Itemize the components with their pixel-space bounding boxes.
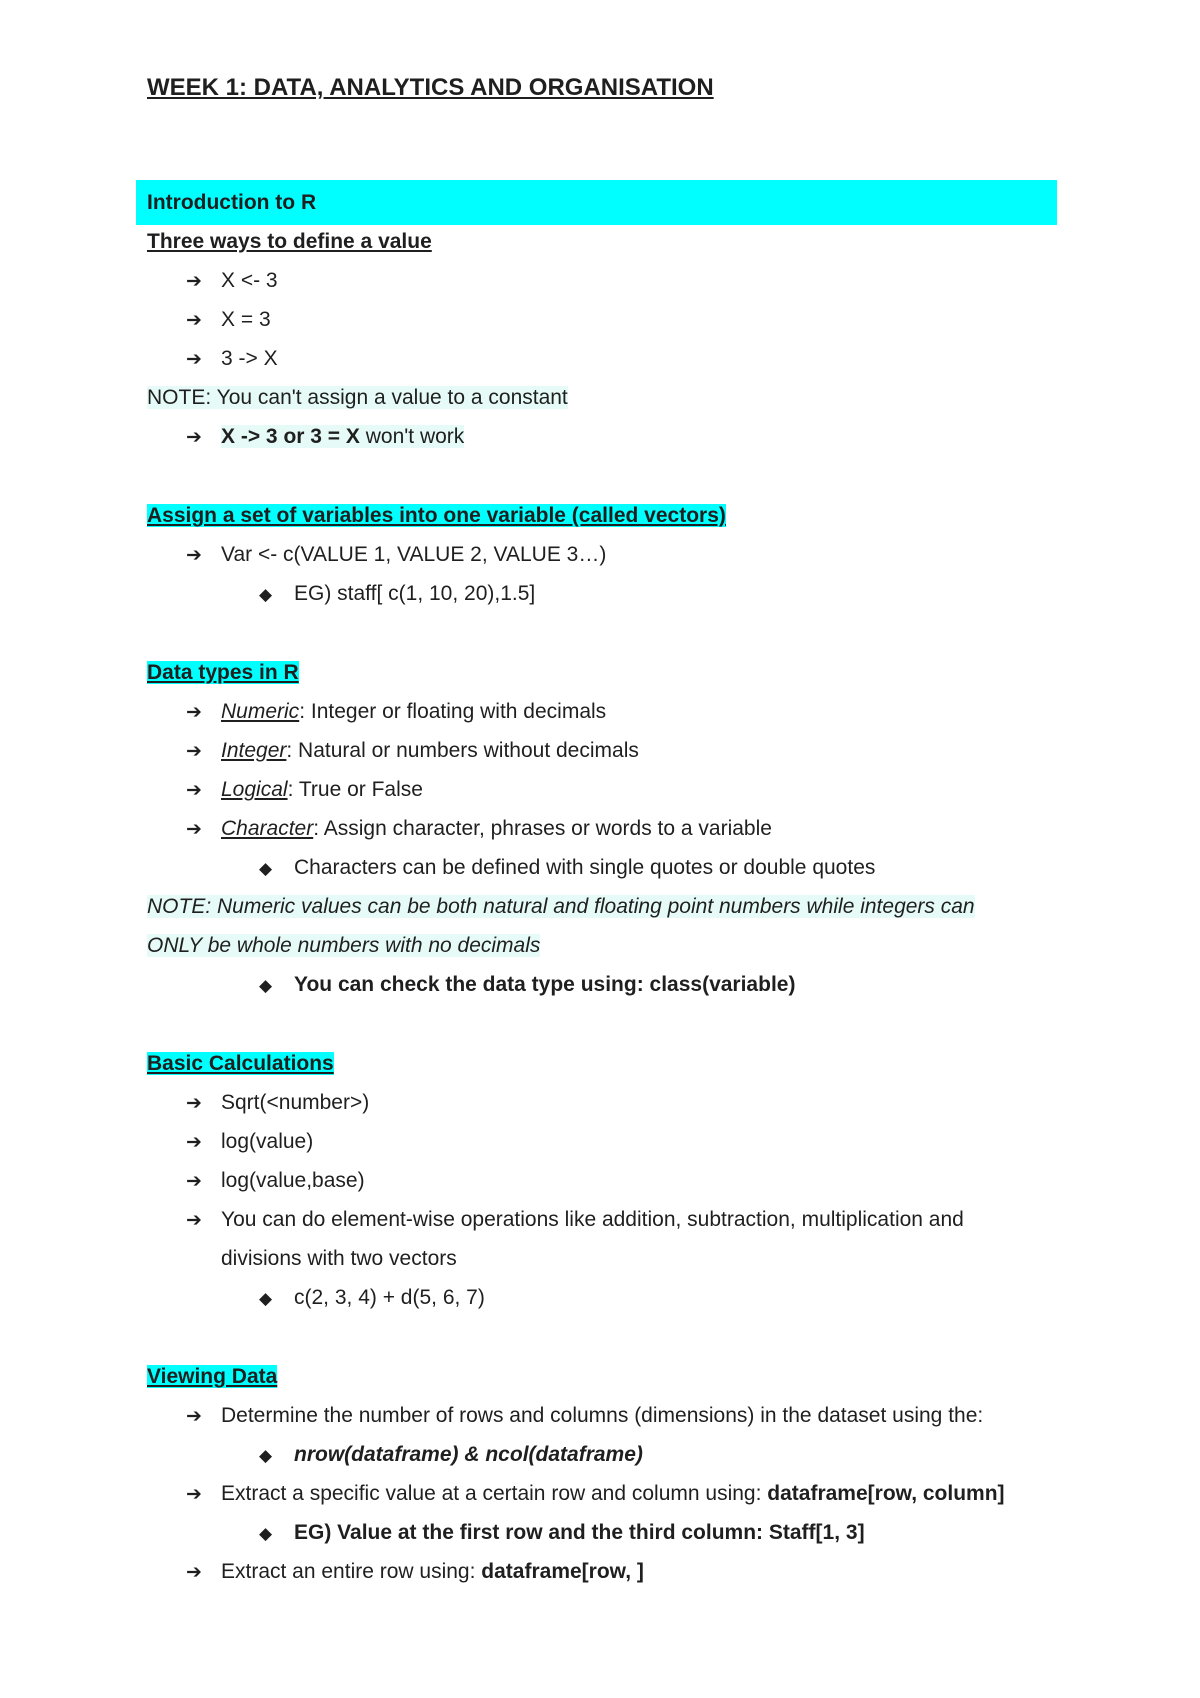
arrow-icon: ➔ xyxy=(186,349,202,370)
list-item xyxy=(186,1552,644,1592)
datatypes-note-line1 xyxy=(147,887,975,926)
arrow-icon: ➔ xyxy=(186,1210,202,1231)
list-item xyxy=(186,300,271,340)
list-item xyxy=(186,1122,313,1162)
datatype-desc: : Natural or numbers without decimals xyxy=(286,739,639,762)
list-item-text: divisions with two vectors xyxy=(221,1247,457,1270)
list-item-text: 3 -> X xyxy=(221,347,278,370)
list-item-text: Sqrt(<number>) xyxy=(221,1091,370,1114)
list-item-text: You can do element-wise operations like addition, subtraction, multiplication and xyxy=(221,1208,964,1231)
sub-list-item-text: You can check the data type using: class(variable) xyxy=(294,973,796,996)
arrow-icon: ➔ xyxy=(186,545,202,566)
sub-list-item xyxy=(259,1435,643,1475)
list-item xyxy=(186,1083,369,1123)
intro-note-text: NOTE: You can't assign a value to a constant xyxy=(147,386,568,409)
vectors-heading xyxy=(147,496,726,535)
diamond-icon: ◆ xyxy=(259,585,273,604)
list-item-continuation xyxy=(221,1239,457,1278)
list-item-text: Extract an entire row using: xyxy=(221,1560,482,1583)
list-item xyxy=(186,692,606,732)
datatype-term: Character xyxy=(221,817,314,840)
list-item-text: Determine the number of rows and columns (dimensions) in the dataset using the: xyxy=(221,1404,984,1427)
list-item xyxy=(186,1396,983,1436)
sub-list-item xyxy=(259,1278,485,1318)
arrow-icon: ➔ xyxy=(186,780,202,801)
sub-list-item xyxy=(259,965,795,1005)
list-item-text: log(value) xyxy=(221,1130,314,1153)
viewing-heading-text: Viewing Data xyxy=(147,1365,278,1388)
list-item xyxy=(186,731,639,771)
arrow-icon: ➔ xyxy=(186,1406,202,1427)
datatypes-note-text: ONLY be whole numbers with no decimals xyxy=(147,934,541,957)
sub-list-item-text: nrow(dataframe) & ncol(dataframe) xyxy=(294,1443,643,1466)
arrow-icon: ➔ xyxy=(186,427,202,448)
list-item xyxy=(186,1474,1005,1514)
datatype-desc: : True or False xyxy=(287,778,423,801)
datatype-term: Numeric xyxy=(221,700,300,723)
datatypes-heading-text: Data types in R xyxy=(147,661,299,684)
list-item-code: dataframe[row, ] xyxy=(481,1560,644,1583)
datatypes-note-text: NOTE: Numeric values can be both natural and floating point numbers while integers can xyxy=(147,895,975,918)
arrow-icon: ➔ xyxy=(186,741,202,762)
diamond-icon: ◆ xyxy=(259,1289,273,1308)
datatype-term: Logical xyxy=(221,778,288,801)
calculations-heading-text: Basic Calculations xyxy=(147,1052,334,1075)
intro-subheading-text: Three ways to define a value xyxy=(147,230,432,253)
list-item-text: Extract a specific value at a certain row and column using: xyxy=(221,1482,768,1505)
arrow-icon: ➔ xyxy=(186,1093,202,1114)
diamond-icon: ◆ xyxy=(259,859,273,878)
intro-heading: Introduction to R xyxy=(147,191,317,214)
diamond-icon: ◆ xyxy=(259,1446,273,1465)
sub-list-item xyxy=(259,574,535,614)
calculations-heading xyxy=(147,1044,334,1083)
datatype-desc: : Integer or floating with decimals xyxy=(299,700,607,723)
list-item-code: dataframe[row, column] xyxy=(767,1482,1005,1505)
viewing-heading xyxy=(147,1357,277,1396)
sub-list-item-text: EG) Value at the first row and the third column: Staff[1, 3] xyxy=(294,1521,865,1544)
arrow-icon: ➔ xyxy=(186,1171,202,1192)
list-item xyxy=(186,261,278,301)
arrow-icon: ➔ xyxy=(186,1484,202,1505)
datatypes-heading xyxy=(147,653,299,692)
list-item-text: X <- 3 xyxy=(221,269,278,292)
list-item xyxy=(186,809,772,849)
diamond-icon: ◆ xyxy=(259,1524,273,1543)
intro-note xyxy=(147,378,568,417)
arrow-icon: ➔ xyxy=(186,819,202,840)
sub-list-item-text: EG) staff[ c(1, 10, 20),1.5] xyxy=(294,582,536,605)
datatypes-note-line2 xyxy=(147,926,540,965)
arrow-icon: ➔ xyxy=(186,271,202,292)
datatype-term: Integer xyxy=(221,739,287,762)
arrow-icon: ➔ xyxy=(186,310,202,331)
list-item xyxy=(186,417,464,457)
sub-list-item-text: c(2, 3, 4) + d(5, 6, 7) xyxy=(294,1286,485,1309)
note-rest: won't work xyxy=(359,425,465,448)
list-item xyxy=(186,1200,964,1240)
list-item xyxy=(186,770,423,810)
sub-list-item xyxy=(259,1513,865,1553)
note-code: X -> 3 or 3 = X xyxy=(221,425,360,448)
arrow-icon: ➔ xyxy=(186,1132,202,1153)
diamond-icon: ◆ xyxy=(259,976,273,995)
list-item-text: X = 3 xyxy=(221,308,271,331)
arrow-icon: ➔ xyxy=(186,1562,202,1583)
list-item-text: Var <- c(VALUE 1, VALUE 2, VALUE 3…) xyxy=(221,543,607,566)
list-item-text: log(value,base) xyxy=(221,1169,365,1192)
list-item xyxy=(186,339,278,379)
arrow-icon: ➔ xyxy=(186,702,202,723)
sub-list-item xyxy=(259,848,875,888)
list-item xyxy=(186,535,606,575)
list-item xyxy=(186,1161,365,1201)
vectors-heading-text: Assign a set of variables into one variable (called vectors) xyxy=(147,504,726,527)
sub-list-item-text: Characters can be defined with single quotes or double quotes xyxy=(294,856,876,879)
intro-subheading xyxy=(147,222,432,261)
datatype-desc: : Assign character, phrases or words to a variable xyxy=(313,817,772,840)
page-title: WEEK 1: DATA, ANALYTICS AND ORGANISATION xyxy=(147,74,714,101)
